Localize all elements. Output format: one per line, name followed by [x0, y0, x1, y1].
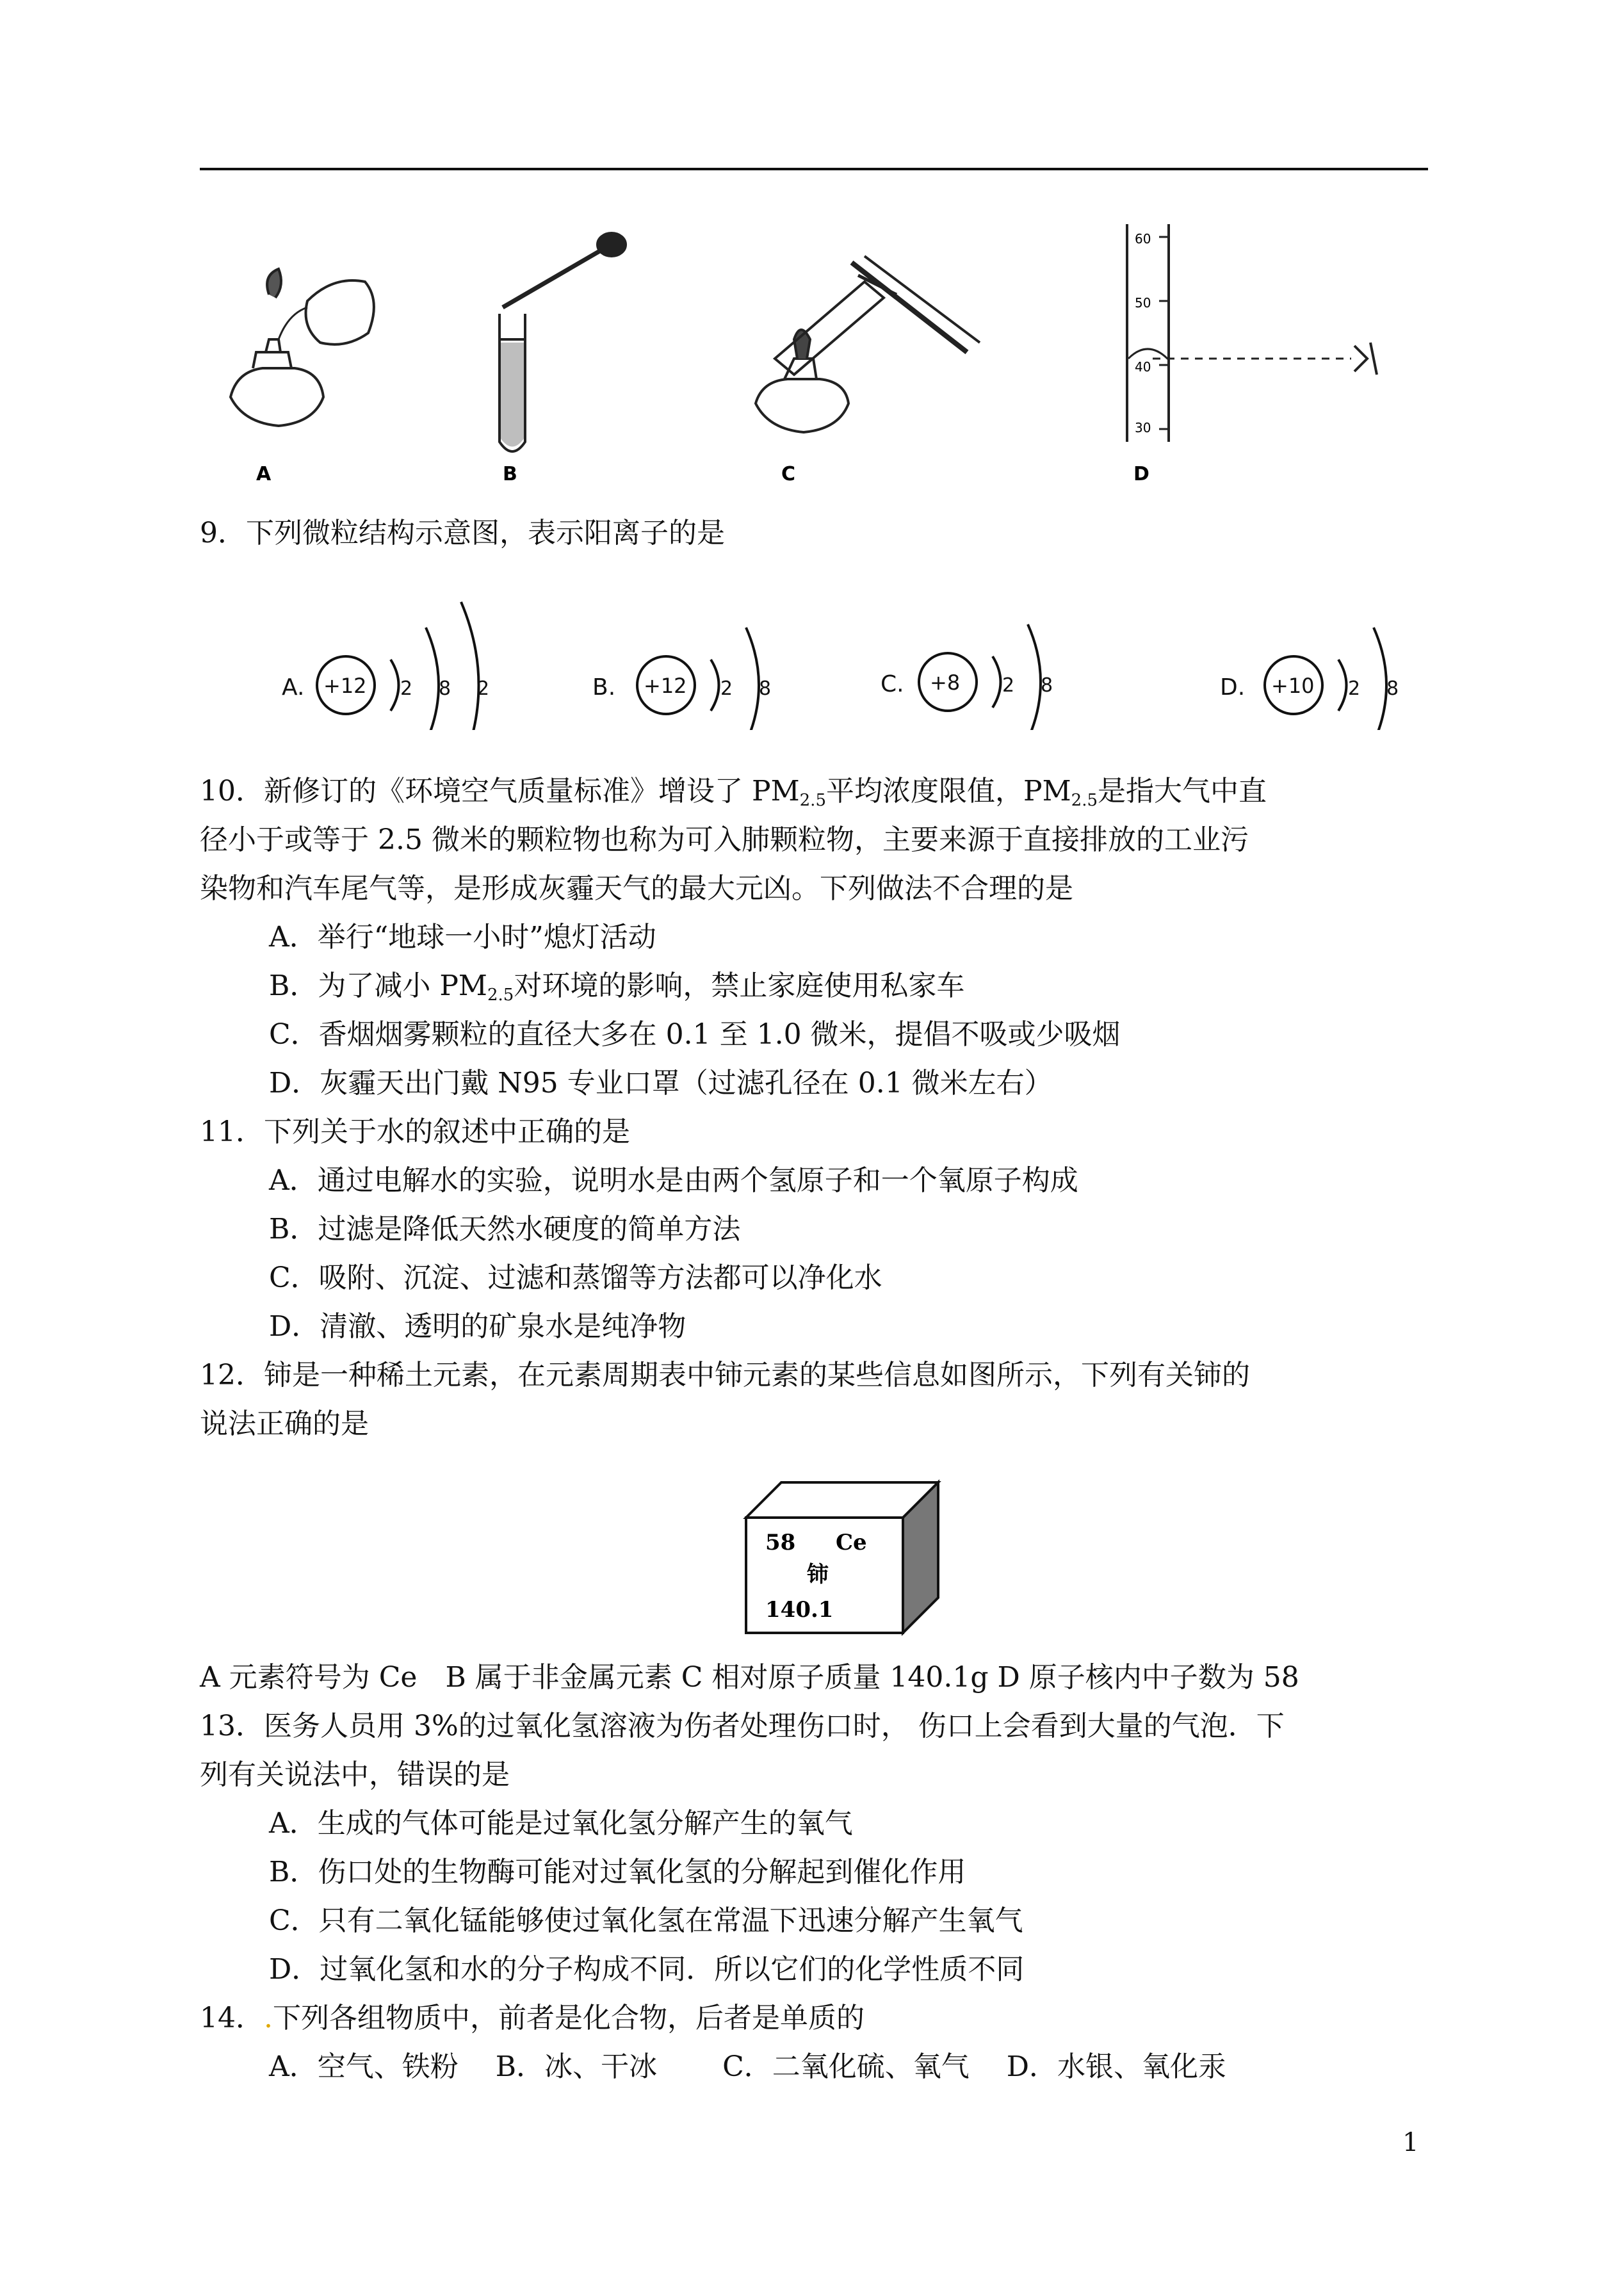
graduated-cylinder-d-illustration [1127, 224, 1377, 442]
q14-number: 14． [200, 2002, 264, 2034]
element-name: 铈 [807, 1562, 829, 1587]
atom-b-shell-1: 2 [720, 677, 733, 700]
q14-dot-mark: . [264, 2002, 273, 2034]
atom-diagram-b [592, 628, 771, 730]
figure-label-d: D [1133, 463, 1149, 485]
q14-options: A．空气、铁粉 B．冰、干冰 C．二氧化硫、氧气 D．水银、氧化汞 [269, 2050, 1227, 2083]
element-atomic-number: 58 [765, 1530, 796, 1555]
q10-option-b-part2: 对环境的影响，禁止家庭使用私家车 [514, 969, 965, 1002]
figure-label-a: A [256, 463, 272, 485]
q13-option-b: B．伤口处的生物酶可能对过氧化氢的分解起到催化作用 [269, 1856, 966, 1888]
q11-option-a: A．通过电解水的实验，说明水是由两个氢原子和一个氧原子构成 [269, 1164, 1078, 1197]
atom-a-nucleus: +12 [323, 674, 367, 698]
figure-label-c: C [781, 463, 796, 485]
atom-b-shell-2: 8 [759, 677, 772, 700]
q9-stem: 9．下列微粒结构示意图，表示阳离子的是 [200, 517, 725, 549]
atom-d-letter: D. [1220, 674, 1246, 701]
atom-b-letter: B. [592, 674, 616, 701]
figure-label-b: B [503, 463, 517, 485]
atom-c-letter: C. [881, 671, 904, 697]
atom-diagram-c [881, 624, 1053, 730]
atom-d-shell-2: 8 [1386, 677, 1399, 700]
q10-line-3: 染物和汽车尾气等，是形成灰霾天气的最大元凶。下列做法不合理的是 [200, 872, 1073, 905]
q10-line-2: 径小于或等于 2.5 微米的颗粒物也称为可入肺颗粒物，主要来源于直接排放的工业污 [200, 823, 1249, 856]
atom-b-nucleus: +12 [644, 674, 687, 698]
q13-line-2: 列有关说法中，错误的是 [200, 1758, 510, 1791]
q13-option-a: A．生成的气体可能是过氧化氢分解产生的氧气 [269, 1807, 853, 1840]
scale-40: 40 [1135, 359, 1151, 375]
q12-line-2: 说法正确的是 [200, 1407, 369, 1440]
heating-apparatus-c-illustration [756, 256, 980, 432]
atom-a-shell-2: 8 [439, 677, 451, 700]
header-rule [200, 168, 1428, 170]
pm-subscript: 2.5 [487, 985, 514, 1005]
q10-option-b [269, 968, 964, 1013]
q10-line-1a: 10．新修订的《环境空气质量标准》增设了 PM [200, 775, 800, 807]
q11-option-c: C．吸附、沉淀、过滤和蒸馏等方法都可以净化水 [269, 1261, 882, 1294]
atom-a-shell-1: 2 [400, 677, 413, 700]
atom-structure-figure [269, 589, 1434, 730]
pm-subscript: 2.5 [799, 791, 826, 810]
scale-30: 30 [1135, 420, 1151, 435]
lab-apparatus-figure [218, 211, 1422, 493]
atom-diagram-a [282, 602, 489, 730]
atom-diagram-d [1220, 628, 1399, 730]
element-atomic-mass: 140.1 [765, 1597, 834, 1623]
q10-line-1c: 是指大气中直 [1098, 775, 1267, 807]
atom-c-shell-2: 8 [1041, 674, 1053, 697]
scale-50: 50 [1135, 295, 1151, 311]
atom-d-shell-1: 2 [1348, 677, 1361, 700]
element-card-cerium [743, 1476, 941, 1636]
q10-option-d: D．灰霾天出门戴 N95 专业口罩（过滤孔径在 0.1 微米左右） [269, 1067, 1053, 1099]
page-number: 1 [1402, 2128, 1419, 2157]
q10-option-c: C．香烟烟雾颗粒的直径大多在 0.1 至 1.0 微米，提倡不吸或少吸烟 [269, 1018, 1121, 1051]
q10-option-a: A．举行“地球一小时”熄灯活动 [269, 921, 656, 953]
atom-a-shell-3: 2 [477, 677, 490, 700]
q14-stem: 下列各组物质中，前者是化合物，后者是单质的 [273, 2002, 865, 2034]
q11-option-d: D．清澈、透明的矿泉水是纯净物 [269, 1310, 686, 1343]
q11-option-b: B．过滤是降低天然水硬度的简单方法 [269, 1213, 741, 1245]
q10-line-1 [200, 774, 1267, 818]
q10-option-b-part1: B．为了减小 PM [269, 969, 487, 1002]
element-symbol: Ce [836, 1530, 867, 1555]
atom-c-nucleus: +8 [930, 670, 961, 695]
scale-60: 60 [1135, 231, 1151, 247]
atom-c-shell-1: 2 [1002, 674, 1015, 697]
q10-line-1b: 平均浓度限值，PM [826, 775, 1071, 807]
q13-option-d: D．过氧化氢和水的分子构成不同．所以它们的化学性质不同 [269, 1953, 1025, 1986]
q13-line-1: 13．医务人员用 3%的过氧化氢溶液为伤者处理伤口时， 伤口上会看到大量的气泡．下 [200, 1710, 1285, 1742]
alcohol-lamp-a-illustration [231, 269, 374, 426]
q13-option-c: C．只有二氧化锰能够使过氧化氢在常温下迅速分解产生氧气 [269, 1904, 1023, 1937]
pm-subscript: 2.5 [1071, 791, 1098, 810]
q12-options: A 元素符号为 Ce B 属于非金属元素 C 相对原子质量 140.1g D 原子核内中子数为 58 [200, 1661, 1299, 1694]
q11-stem: 11．下列关于水的叙述中正确的是 [200, 1115, 630, 1148]
test-tube-b-illustration [499, 233, 626, 451]
q14-stem-line [200, 2000, 865, 2036]
q12-line-1: 12．铈是一种稀土元素，在元素周期表中铈元素的某些信息如图所示，下列有关铈的 [200, 1359, 1250, 1391]
atom-d-nucleus: +10 [1271, 674, 1315, 698]
atom-a-letter: A. [282, 674, 305, 701]
